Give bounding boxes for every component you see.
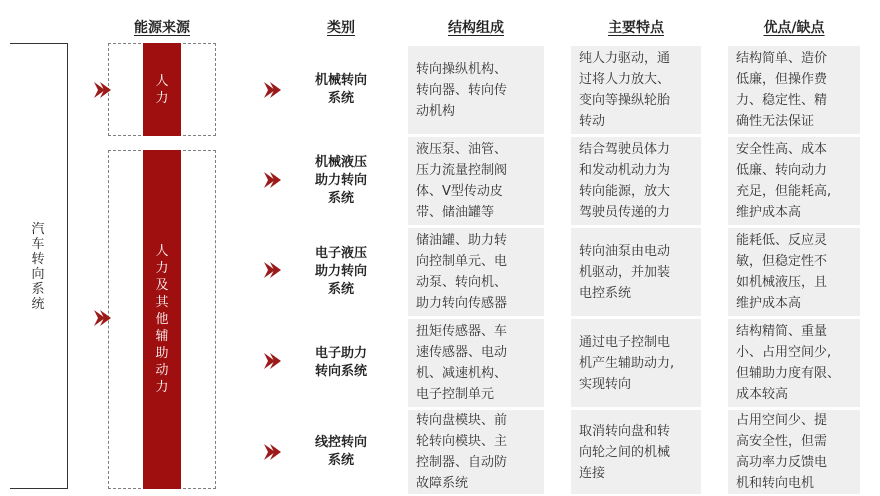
header-features: 主要特点 (608, 20, 664, 36)
pros-cons-cell: 结构简单、造价 低廉，但操作费 力、稳定性、精 确性无法保证 (728, 46, 860, 134)
bracket-bottom-line (10, 488, 68, 489)
arrow-icon (262, 260, 282, 280)
header-category: 类别 (327, 20, 355, 36)
energy-label-assisted: 人 力 及 其 他 辅 助 动 力 (155, 244, 169, 395)
arrow-icon (262, 170, 282, 190)
category-mechanical: 机械转向 系统 (314, 73, 367, 106)
features-cell: 取消转向盘和转 向轮之间的机械 连接 (571, 410, 701, 494)
category-electric-power: 电子助力 转向系统 (314, 346, 367, 379)
structure-cell: 转向操纵机构、 转向器、转向传 动机构 (408, 46, 544, 134)
bracket-vertical-line (67, 43, 68, 489)
features-cell: 纯人力驱动，通 过将人力放大、 变向等操纵轮胎 转动 (571, 46, 701, 134)
arrow-icon (262, 80, 282, 100)
system-label: 汽 车 转 向 系 统 (31, 222, 45, 312)
energy-bar-manual (143, 43, 181, 136)
bracket-top-line (10, 43, 68, 44)
header-structure: 结构组成 (448, 20, 504, 36)
energy-bar-assisted (143, 150, 181, 489)
arrow-icon (262, 351, 282, 371)
pros-cons-cell: 结构精简、重量 小、占用空间少, 但辅助力度有限、 成本较高 (728, 319, 860, 407)
pros-cons-cell: 安全性高、成本 低廉、转向动力 充足，但能耗高, 维护成本高 (728, 137, 860, 225)
header-pros-cons: 优点/缺点 (763, 20, 825, 36)
features-cell: 结合驾驶员体力 和发动机动力为 转向能源，放大 驾驶员传递的力 (571, 137, 701, 225)
category-electro-hydraulic: 电子液压 助力转向 系统 (314, 246, 367, 297)
arrow-icon (262, 442, 282, 462)
features-cell: 通过电子控制电 机产生辅助动力, 实现转向 (571, 319, 701, 407)
arrow-icon (92, 308, 112, 328)
energy-label-manual: 人 力 (155, 73, 169, 106)
structure-cell: 扭矩传感器、车 速传感器、电动 机、减速机构、 电子控制单元 (408, 319, 544, 407)
category-steer-by-wire: 线控转向 系统 (314, 435, 367, 468)
header-energy-source: 能源来源 (134, 20, 190, 36)
category-mechanical-hydraulic: 机械液压 助力转向 系统 (314, 155, 367, 206)
structure-cell: 液压泵、油管、 压力流量控制阀 体、V型传动皮 带、储油罐等 (408, 137, 544, 225)
structure-cell: 储油罐、助力转 向控制单元、电 动泵、转向机、 助力转向传感器 (408, 228, 544, 316)
arrow-icon (92, 80, 112, 100)
pros-cons-cell: 能耗低、反应灵 敏，但稳定性不 如机械液压，且 维护成本高 (728, 228, 860, 316)
structure-cell: 转向盘模块、前 轮转向模块、主 控制器、自动防 故障系统 (408, 410, 544, 494)
pros-cons-cell: 占用空间少、提 高安全性，但需 高功率力反馈电 机和转向电机 (728, 410, 860, 494)
features-cell: 转向油泵由电动 机驱动，并加装 电控系统 (571, 228, 701, 316)
